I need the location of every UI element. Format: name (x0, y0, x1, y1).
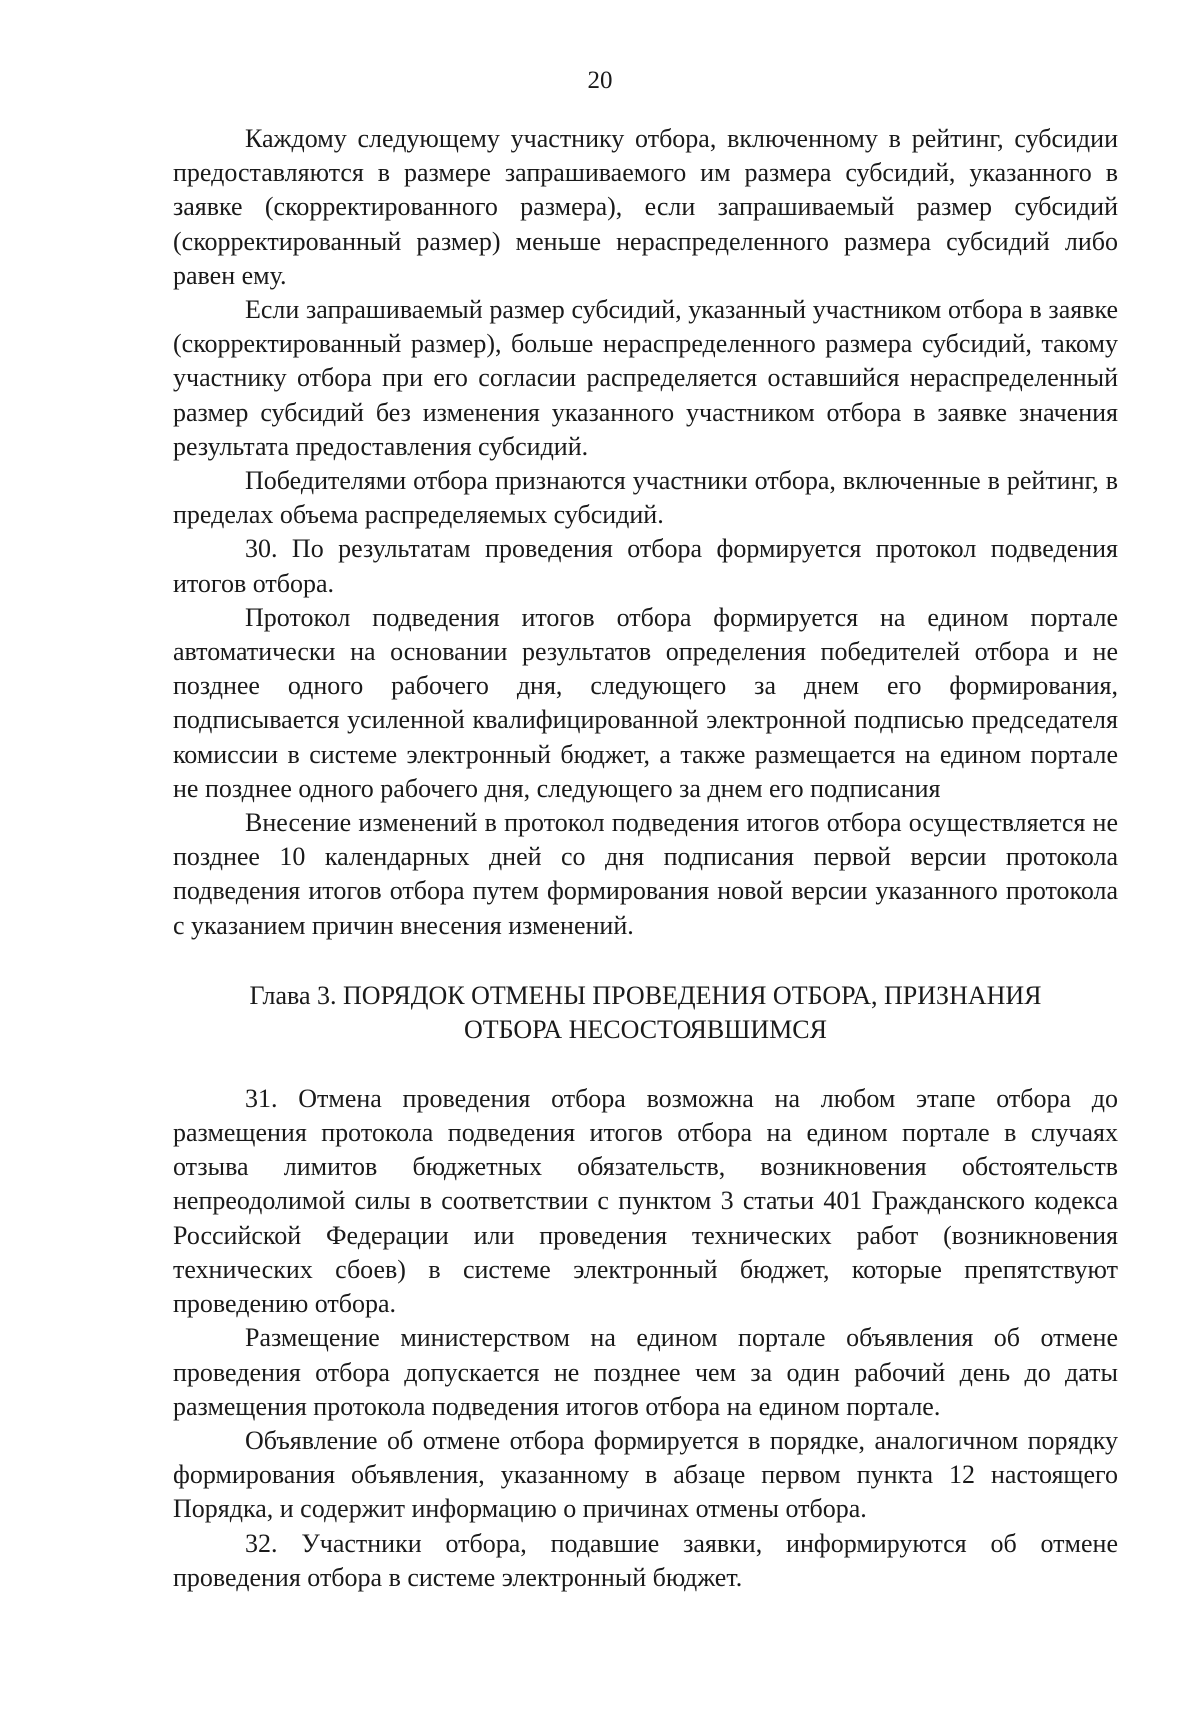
chapter-heading (173, 979, 1118, 1047)
paragraph-item-32: 32. Участники отбора, подавшие заявки, информируются об отмене проведения отбора в системе электронный бюджет. (173, 1528, 1118, 1592)
paragraph-winners: Победителями отбора признаются участники отбора, включенные в рейтинг, в пределах объема распределяемых субсидий. (173, 466, 1118, 530)
document-body (173, 122, 1118, 1595)
paragraph-protocol-changes: Внесение изменений в протокол подведения итогов отбора осуществляется не позднее 10 календарных дней со дня подписания первой версии протокола подведения итогов отбора путем формирования новой версии указанного протокола с указанием причин внесения изменений. (173, 808, 1118, 940)
paragraph-item-31: 31. Отмена проведения отбора возможна на любом этапе отбора до размещения протокола подведения итогов отбора на едином портале в случаях отзыва лимитов бюджетных обязательств, возникновения обстоятельств непреодолимой силы в соответствии с пунктом 3 статьи 401 Гражданского кодекса Российской Федерации или проведения технических работ (возникновения технических сбоев) в системе электронный бюджет, которые препятствуют проведению отбора. (173, 1083, 1118, 1319)
chapter-heading-line-2: ОТБОРА НЕСОСТОЯВШИМСЯ (464, 1014, 827, 1044)
paragraph-subsidy-next-participant: Каждому следующему участнику отбора, включенному в рейтинг, субсидии предоставляются в размере запрашиваемого им размера субсидий, указанного в заявке (скорректированного размера), если запрашиваемый размер субсидий (скорректированный размер) меньше нераспределенного размера субсидий либо равен ему. (173, 124, 1118, 290)
page-number: 20 (587, 67, 613, 94)
paragraph-cancel-announcement-content: Объявление об отмене отбора формируется в порядке, аналогичном порядку формирования объявления, указанному в абзаце первом пункта 12 настоящего Порядка, и содержит информацию о причинах отмены отбора. (173, 1425, 1118, 1524)
paragraph-cancel-announcement-placement: Размещение министерством на едином портале объявления об отмене проведения отбора допускается не позднее чем за один рабочий день до даты размещения протокола подведения итогов отбора на едином портале. (173, 1323, 1118, 1421)
paragraph-subsidy-remaining: Если запрашиваемый размер субсидий, указанный участником отбора в заявке (скорректированный размер), больше нераспределенного размера субсидий, такому участнику отбора при его согласии распределяется оставшийся нераспределенный размер субсидий без изменения указанного участником отбора в заявке значения результата предоставления субсидий. (173, 295, 1118, 461)
paragraph-item-30: 30. По результатам проведения отбора формируется протокол подведения итогов отбора. (173, 534, 1118, 598)
paragraph-protocol-formation: Протокол подведения итогов отбора формируется на едином портале автоматически на основании результатов определения победителей отбора и не позднее одного рабочего дня, следующего за днем его формирования, подписывается усиленной квалифицированной электронной подписью председателя комиссии в системе электронный бюджет, а также размещается на едином портале не позднее одного рабочего дня, следующего за днем его подписания (173, 602, 1118, 803)
chapter-heading-line-1: Глава 3. ПОРЯДОК ОТМЕНЫ ПРОВЕДЕНИЯ ОТБОРА, ПРИЗНАНИЯ (249, 980, 1042, 1010)
